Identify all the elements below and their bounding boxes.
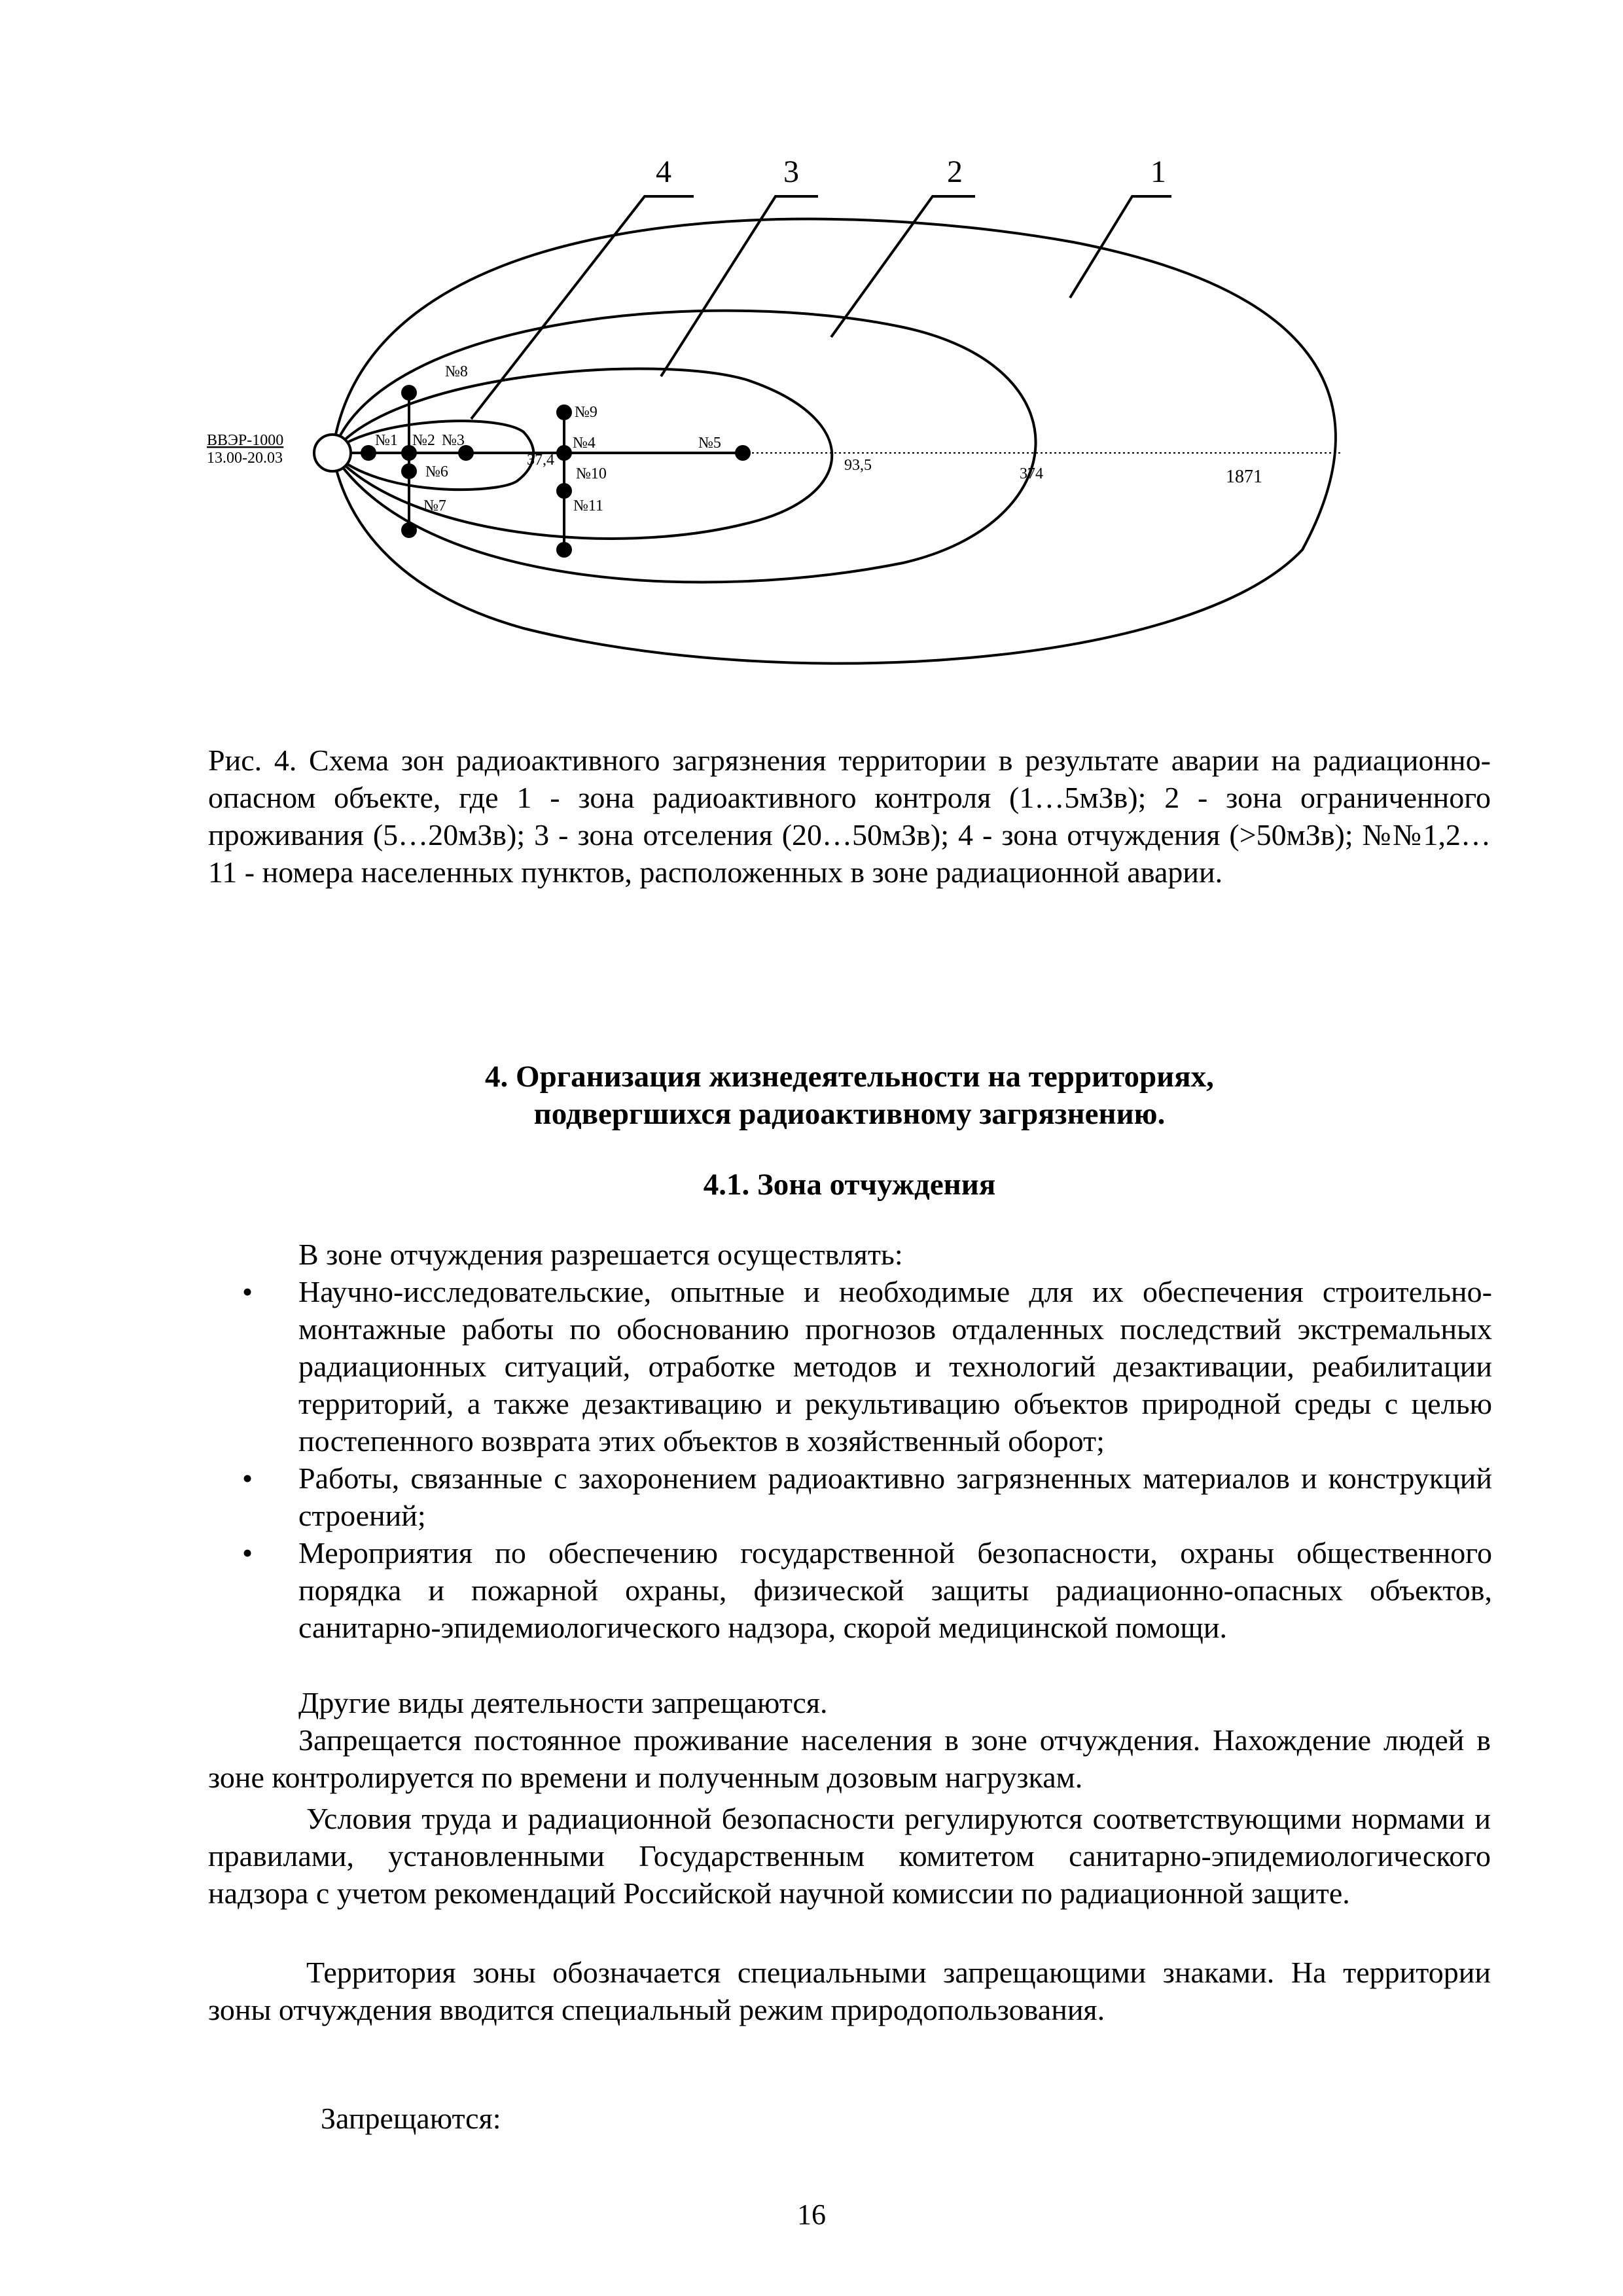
reactor-circle — [314, 435, 351, 471]
zone-diagram — [0, 0, 1623, 726]
settlement-dot-4 — [556, 445, 572, 461]
settlement-dot-6 — [401, 463, 417, 479]
settlement-label-2: №2 — [412, 432, 435, 449]
section-title-line-1: 4. Организация жизнедеятельности на территориях, — [485, 1060, 1214, 1094]
intro-paragraph: В зоне отчуждения разрешается осуществлять: — [298, 1238, 903, 1271]
section-title — [208, 1058, 1491, 1133]
settlement-label-8: №8 — [445, 363, 468, 380]
prohibited-heading: Запрещаются: — [321, 2102, 501, 2135]
settlement-label-9: №9 — [575, 404, 597, 421]
list-item: • Работы, связанные с захоронением радиоактивно загрязненных материалов и конструкций строений; — [242, 1460, 1492, 1534]
other-activities-note: Другие виды деятельности запрещаются. — [298, 1686, 828, 1719]
settlement-label-6: №6 — [425, 463, 448, 480]
subsection-title: 4.1. Зона отчуждения — [703, 1168, 996, 1202]
settlement-label-7: №7 — [423, 497, 446, 514]
settlement-label-4: №4 — [573, 435, 596, 452]
time-label: 13.00-20.03 — [207, 450, 283, 467]
figure-caption: Рис. 4. Схема зон радиоактивного загрязнения территории в результате аварии на радиационно-опасном объекте, где 1 - зона радиоактивного контроля (1…5мЗв); 2 - зона ограниченного проживания (5…20мЗв); 3 - зона отселения (20…50мЗв); 4 - зона отчуждения (>50мЗв); №№1,2…11 - номера населенных пунктов, расположенных в зоне радиационной аварии. — [208, 744, 1491, 889]
settlement-label-3: №3 — [442, 432, 465, 449]
labor-conditions-paragraph: Условия труда и радиационной безопасности регулируются соответствующими нормами и правилами, установленными Государственным комитетом санитарно-эпидемиологического надзора с учетом рекомендаций Российской научной комиссии по радиационной защите. — [208, 1802, 1491, 1910]
zone-number-4: 4 — [656, 154, 671, 189]
page-number: 16 — [797, 2198, 826, 2231]
distance-zone-1: 1871 — [1226, 467, 1262, 487]
reactor-label: ВВЭР-1000 — [207, 432, 284, 449]
zone-1-ellipse — [332, 219, 1336, 664]
zone-2-leader — [831, 196, 975, 337]
settlement-label-5: №5 — [698, 435, 721, 452]
zone-number-1: 1 — [1150, 154, 1166, 189]
settlement-label-10: №10 — [576, 465, 607, 482]
settlement-label-1: №1 — [375, 432, 398, 449]
zone-number-3: 3 — [783, 154, 799, 189]
allowed-activities-list — [242, 1273, 1492, 1646]
section-title-line-2: подвергшихся радиоактивному загрязнению. — [533, 1097, 1166, 1131]
settlement-dot-9 — [556, 404, 572, 420]
distance-zone-3: 93,5 — [844, 457, 872, 474]
settlement-dot-5 — [735, 445, 751, 461]
distance-zone-2: 374 — [1020, 465, 1043, 482]
zone-1-leader — [1070, 196, 1171, 298]
settlement-label-11: №11 — [573, 497, 604, 514]
settlement-dot-11 — [556, 542, 572, 558]
territory-signs-paragraph: Территория зоны обозначается специальными запрещающими знаками. На территории зоны отчуждения вводится специальный режим природопользования. — [208, 1956, 1491, 2026]
settlement-dot-8 — [401, 385, 417, 401]
zone-number-2: 2 — [947, 154, 963, 189]
zone-4-leader — [471, 196, 694, 419]
zone-3-leader — [661, 196, 818, 376]
list-item: • Мероприятия по обеспечению государственной безопасности, охраны общественного порядка и пожарной охраны, физической защиты радиационно-опасных объектов, санитарно-эпидемиологического надзора, скорой медицинской помощи. — [242, 1534, 1492, 1646]
settlement-dot-1 — [361, 445, 376, 461]
zone-2-ellipse — [332, 311, 1036, 583]
residence-paragraph: Запрещается постоянное проживание населения в зоне отчуждения. Нахождение людей в зоне контролируется по времени и полученным дозовым нагрузкам. — [208, 1723, 1491, 1794]
settlement-dot-7 — [401, 522, 417, 538]
distance-zone-4: 37,4 — [527, 452, 554, 469]
settlement-dot-10 — [556, 483, 572, 499]
list-item: • Научно-исследовательские, опытные и необходимые для их обеспечения строительно-монтажные работы по обоснованию прогнозов отдаленных последствий экстремальных радиационных ситуаций, отработке методов и технологий дезактивации, реабилитации территорий, а также дезактивацию и рекультивацию объектов природной среды с целью постепенного возврата этих объектов в хозяйственный оборот; — [242, 1273, 1492, 1460]
